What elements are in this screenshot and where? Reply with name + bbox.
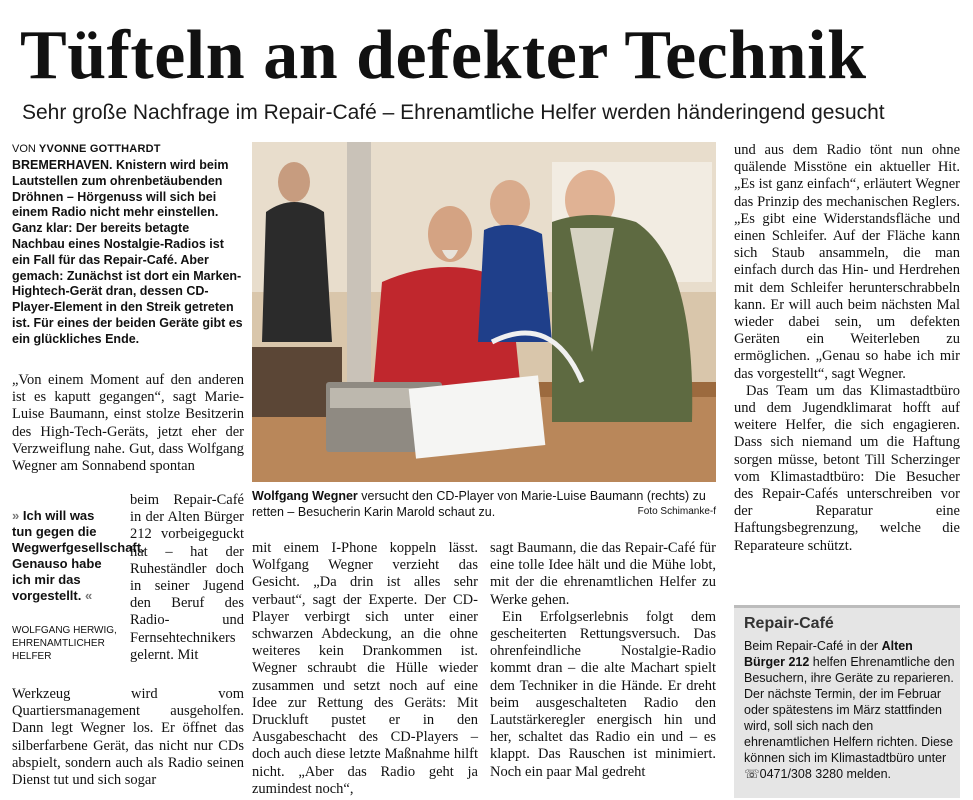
pull-quote (12, 508, 145, 604)
subheadline: Sehr große Nachfrage im Repair-Café – Ehrenamtliche Helfer werden händeringend gesucht (22, 101, 885, 124)
info-phone: 0471/308 3280 (759, 767, 844, 781)
column-4-paragraph-2: Das Team um das Klimastadtbüro und dem Jugendklimarat hofft auf weitere Helfer, die sich engagieren. Dass sich niemand um die Haftung sorgen müsse, betont Till Scherzinger vom Klimastadtbüro: Die Besucher des Repair-Cafés unterschreiben vor der Reparatur eine Haftungsbegrenzung, welche die Reparateure schützt. (734, 382, 960, 554)
article-photo (252, 142, 716, 482)
teaser-paragraph: BREMERHAVEN. Knistern wird beim Lautstellen zum ohrenbetäubenden Dröhnen – Hörgenuss will sich bei einem Radio nicht mehr einstellen. Ganz klar: Der bereits betagte Nachbau eines Nostalgie-Radios ist ein Fall für das Repair-Café. Aber gemach: Zunächst ist dort ein Marken-Hightech-Gerät dran, dessen CD-Player-Element in den Streik getreten ist. Für eines der beiden Geräte gibt es ein glückliches Ende. (12, 158, 243, 346)
pull-quote-text: Ich will was tun gegen die Wegwerfgesellschaft. Genauso habe ich mir das vorgestellt. (12, 508, 145, 603)
column-3-paragraph-2: Ein Erfolgserlebnis folgt dem gescheiterten Rettungsversuch. Das ohrenfeindliche Nostalgie-Radio kommt dran – die alte Machart spielt dem Techniker in die Hände. Er dreht beim ausgeschalteten Radio den Lautstärkeregler energisch hin und her, schaltet das Radio ein und – es klappt. Das Rauschen ist minimiert. Noch ein paar Mal gedreht (490, 608, 716, 780)
column-3-paragraph-1: sagt Baumann, die das Repair-Café für eine tolle Idee hält und die Mühe lobt, mit der die ehrenamtlichen Helfer zu Werke gehen. (490, 540, 716, 608)
column-3 (490, 540, 716, 781)
phone-icon: ☏ (744, 767, 760, 781)
caption-name: Wolfgang Wegner (252, 489, 358, 503)
info-text-part-3: melden. (843, 767, 892, 781)
caption-text: versucht den CD-Player von Marie-Luise Baumann (rechts) zu retten – Besucherin Karin Marold schaut zu. (252, 489, 706, 519)
info-text-part-1: Beim Repair-Café in der (744, 639, 882, 653)
column-4-paragraph-1: und aus dem Radio tönt nun ohne quälende Misstöne ein aktueller Hit. „Es ist ganz einfach“, erläutert Wegner das Prinzip des mechanischen Reglers. „Es gibt eine Widerstandsfläche und einen Schleifer. Auf der Fläche kann sich Staub ansammeln, die man einfach durch das Hin- und Herdrehen mit dem Schleifer herunterschrabbeln kann. Er will auch beim nächsten Mal wieder dabei sein, um defekten Geräten ein Weiterleben zu ermöglichen. „Genau so habe ich mir das vorgestellt“, sagt Wegner. (734, 142, 960, 382)
byline-author: YVONNE GOTTHARDT (38, 143, 161, 155)
pull-quote-attribution: WOLFGANG HERWIG, EHRENAMTLICHER HELFER (12, 625, 117, 662)
photo-credit: Foto Schimanke-f (637, 506, 716, 517)
column-1-bottom: Werkzeug wird vom Quartiersmanagement ausgeholfen. Dann legt Wegner los. Er öffnet das silberfarbene Gerät, das nicht nur CDs abspielt, sondern auch als Radio seinen Dienst tut und sich sogar (12, 686, 244, 789)
photo-caption (252, 488, 716, 520)
info-text-part-2: helfen Ehrenamtliche den Besuchern, ihre Geräte zu reparieren. Der nächste Termin, der im Februar oder spätestens im März stattfinden wird, soll sich nach den ehrenamtlichen Helfern richten. Diese können sich im Klimastadtbüro unter (744, 655, 955, 765)
byline (12, 142, 252, 156)
info-address: Alten Bürger 212 (744, 639, 913, 669)
info-box-title: Repair-Café (744, 615, 834, 632)
byline-prefix: VON (12, 143, 36, 155)
info-box-text (744, 638, 956, 782)
quote-open-mark: » (12, 508, 20, 523)
headline: Tüfteln an defekter Technik (20, 17, 867, 94)
column-4 (734, 142, 960, 555)
quote-close-mark: « (84, 588, 93, 603)
column-2: mit einem I-Phone koppeln lässt. Wolfgang Wegner verzieht das Gesicht. „Da drin ist alles sehr verbaut“, sagt der Experte. Der CD-Player verbirgt sich unter einer schwarzen Abdeckung, an die ohne weiteres kein Drankommen ist. Wegner schraubt die Hülle wieder zusammen und setzt noch auf eine Idee zur Rettung des Geräts: Mit Druckluft pustet er in den Ausgabeschacht des CD-Players – doch auch diese letzte Maßnahme hilft nicht. „Aber das Radio geht ja zumindest noch“, (252, 540, 478, 797)
column-1-narrow: beim Repair-Café in der Alten Bürger 212 vorbeigeguckt hat – hat der Ruheständler doch in seiner Jugend den Beruf des Radio- und Fernsehtechnikers gelernt. Mit (130, 492, 244, 663)
column-1-intro: „Von einem Moment auf den anderen ist es kaputt gegangen“, sagt Marie-Luise Baumann, einst stolze Besitzerin des High-Tech-Geräts, jetzt eher der Verzweiflung nahe. Gut, dass Wolfgang Wegner am Sonnabend spontan (12, 372, 244, 475)
